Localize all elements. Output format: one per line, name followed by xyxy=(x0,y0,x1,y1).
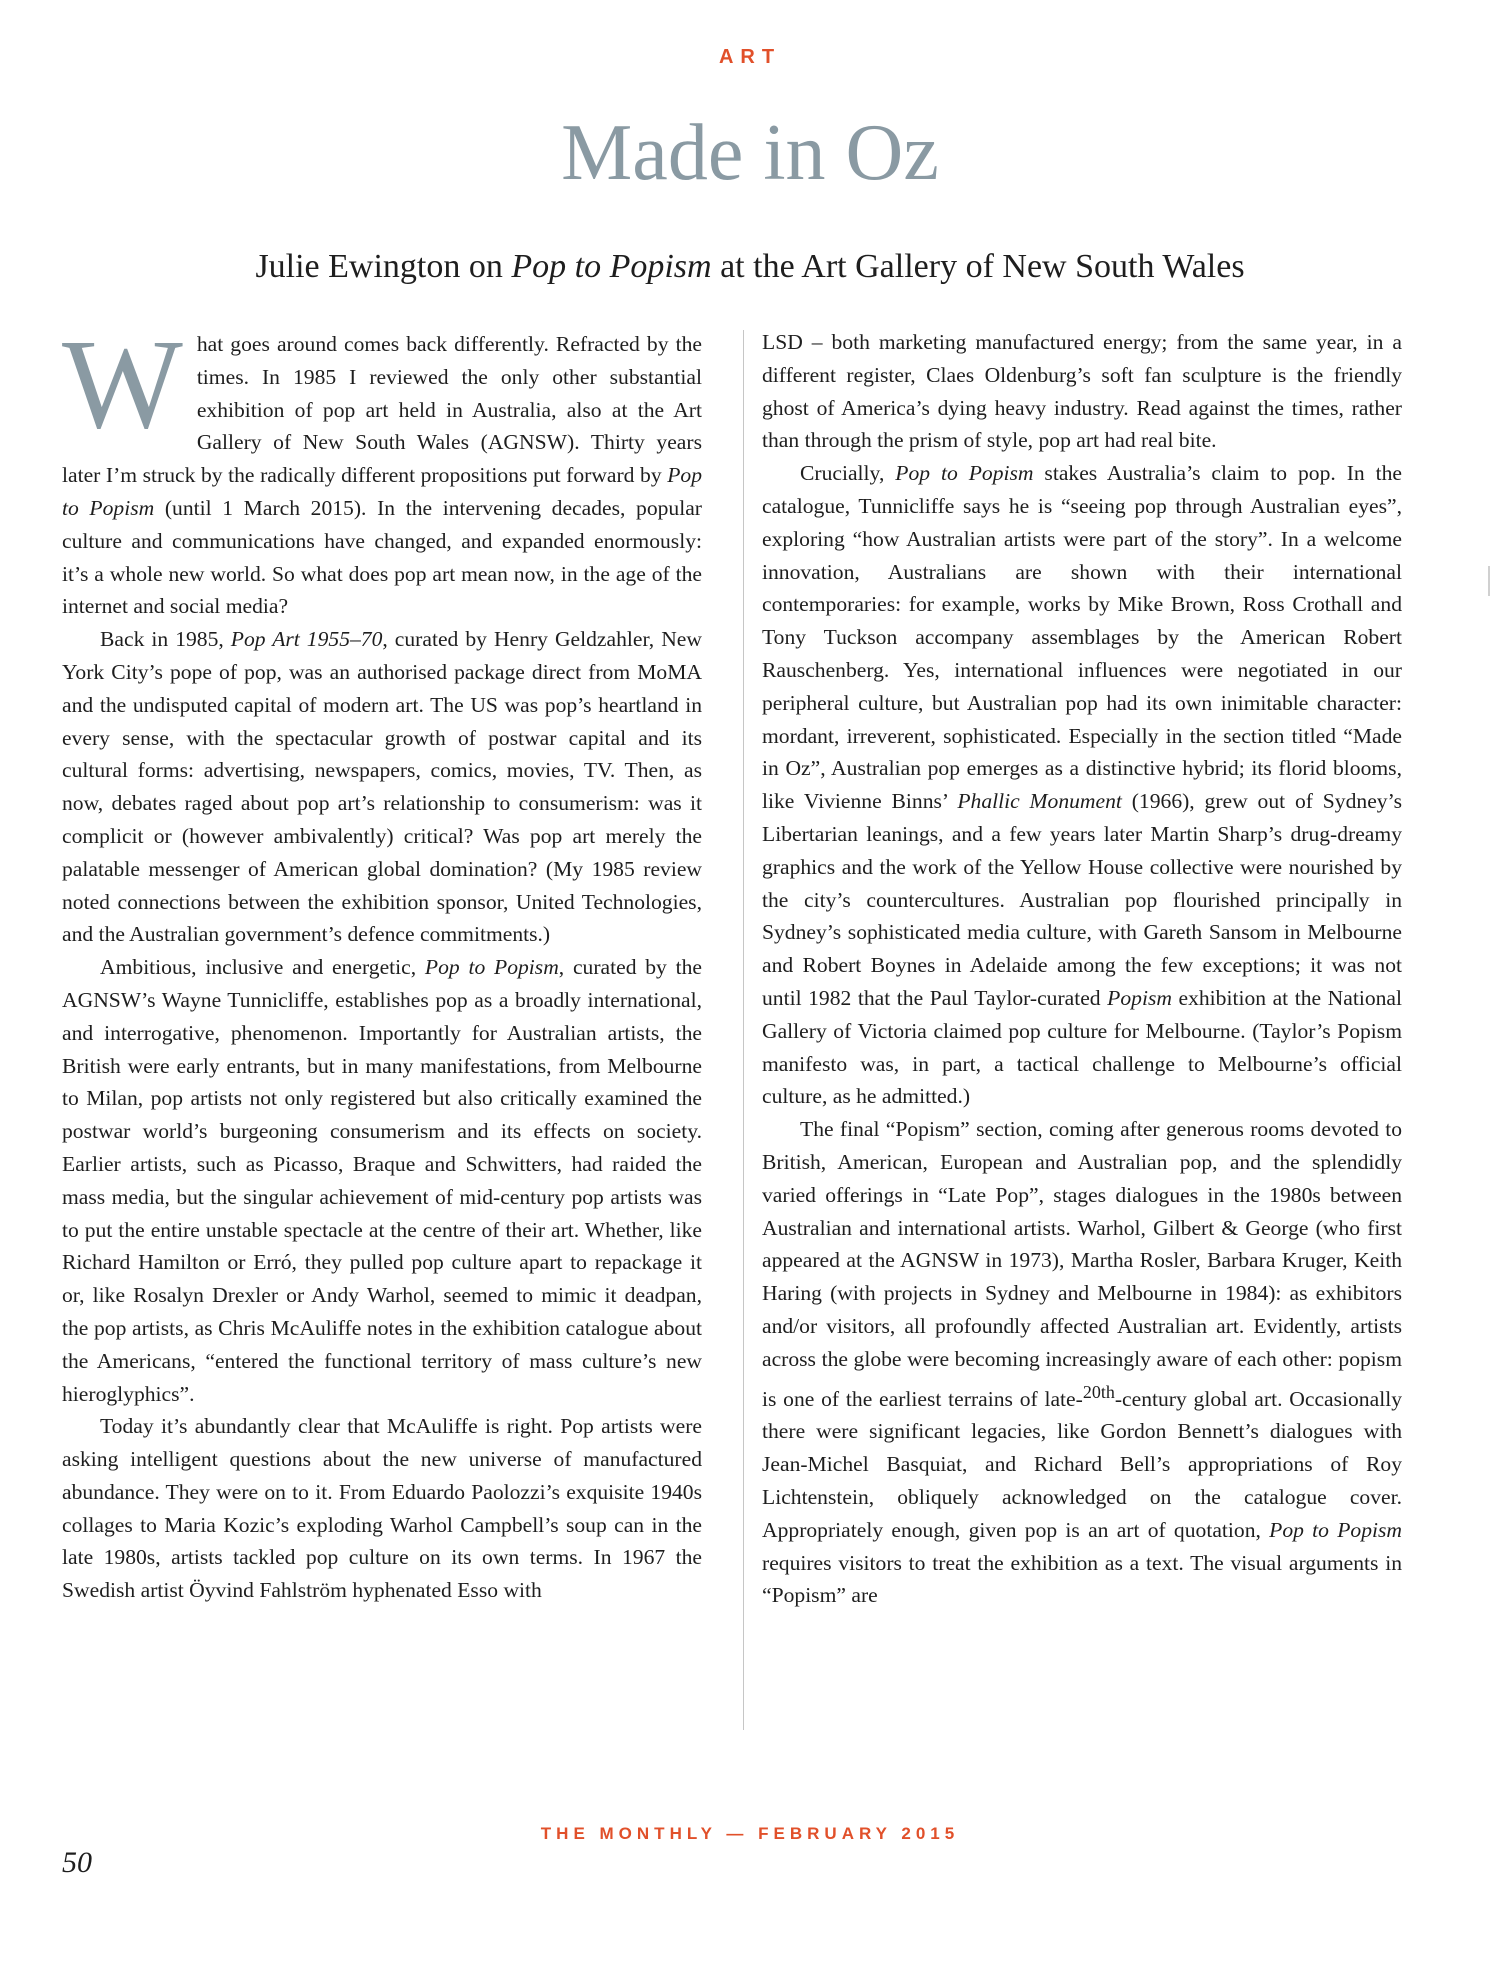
italic-title: Popism xyxy=(1107,985,1172,1010)
paragraph-text: , curated by Henry Geldzahler, New York City’s pope of pop, was an authorised package direct from MoMA and the undisputed capital of modern art. The US was pop’s heartland in every sense, with the spectacular growth of postwar capital and its cultural forms: advertising, newspapers, comics, movies, TV. Then, as now, debates raged about pop art’s relationship to consumerism: was it complicit or (however ambivalently) critical? Was pop art merely the palatable messenger of American global domination? (My 1985 review noted connections between the exhibition sponsor, United Technologies, and the Australian government’s defence commitments.) xyxy=(62,627,702,947)
italic-title: Pop to Popism xyxy=(424,955,559,980)
paragraph-text: (1966), grew out of Sydney’s Libertarian leanings, and a few years later Martin Sharp’s drug-dreamy graphics and the work of the Yellow House collective were nourished by the city’s countercultures. Australian pop flourished principally in Sydney’s sophisticated media culture, with Gareth Sansom in Melbourne and Robert Boynes in Adelaide among the few exceptions; it was not until 1982 that the Paul Taylor-curated xyxy=(762,789,1402,1010)
drop-cap: W xyxy=(62,313,183,455)
paragraph-text: Crucially, xyxy=(800,461,896,486)
paragraph-text: Today it’s abundantly clear that McAuliffe is right. Pop artists were asking intelligent questions about the new universe of manufactured abundance. They were on to it. From Eduardo Paolozzi’s exquisite 1940s collages to Maria Kozic’s exploding Warhol Campbell’s soup can in the late 1980s, artists tackled pop culture on its own terms. In 1967 the Swedish artist Öyvind Fahlström hyphenated Esso with xyxy=(62,1414,702,1603)
italic-title: Pop to Popism xyxy=(895,461,1034,486)
paragraph-text: LSD – both marketing manufactured energy; from the same year, in a different register, Claes Oldenburg’s soft fan sculpture is the friendly ghost of America’s dying heavy industry. Read against the times, rather than through the prism of style, pop art had real bite. xyxy=(762,330,1402,453)
article-paragraph xyxy=(62,951,702,1410)
italic-title: Phallic Monument xyxy=(957,789,1122,814)
subtitle-venue: at the Art Gallery of New South Wales xyxy=(711,248,1245,285)
subtitle-byline: Julie Ewington on xyxy=(255,248,512,285)
paragraph-text: requires visitors to treat the exhibition as a text. The visual arguments in “Popism” are xyxy=(762,1550,1402,1608)
paragraph-text: -century global art. Occasionally there were significant legacies, like Gordon Bennett’s dialogues with Jean-Michel Basquiat, and Richard Bell’s appropriations of Roy Lichtenstein, obliquely acknowledged on the catalogue cover. Appropriately enough, given pop is an art of quotation, xyxy=(762,1386,1402,1542)
body-column-left xyxy=(62,313,702,1728)
italic-title: Pop to Popism xyxy=(1269,1517,1402,1542)
paragraph-text: (until 1 March 2015). In the intervening decades, popular culture and communications have changed, and expanded enormously: it’s a whole new world. So what does pop art mean now, in the age of the internet and social media? xyxy=(62,495,702,619)
article-paragraph xyxy=(62,1410,702,1607)
paragraph-text: Back in 1985, xyxy=(100,627,231,652)
paragraph-text: , curated by the AGNSW’s Wayne Tunnicliffe, establishes pop as a broadly international, and interrogative, phenomenon. Importantly for Australian artists, the British were early entrants, but in many manifestations, from Melbourne to Milan, pop artists not only registered but also critically examined the postwar world’s burgeoning consumerism and its effects on society. Earlier artists, such as Picasso, Braque and Schwitters, had raided the mass media, but the singular achievement of mid-century pop artists was to put the entire unstable spectacle at the centre of their art. Whether, like Richard Hamilton or Erró, they pulled pop culture apart to repackage it or, like Rosalyn Drexler or Andy Warhol, seemed to mimic it deadpan, the pop artists, as Chris McAuliffe notes in the exhibition catalogue about the Americans, “entered the functional territory of mass culture’s new hieroglyphics”. xyxy=(62,955,702,1406)
italic-title: Pop Art 1955–70 xyxy=(230,627,383,652)
section-label: ART xyxy=(718,46,782,68)
article-paragraph-continued xyxy=(762,326,1402,457)
article-subtitle xyxy=(0,246,1500,288)
article-paragraph xyxy=(762,457,1402,1113)
article-paragraph xyxy=(762,1113,1402,1612)
column-divider xyxy=(743,330,744,1730)
article-paragraph xyxy=(62,313,702,623)
paragraph-text: hat goes around comes back differently. Refracted by the times. In 1985 I reviewed the only other substantial exhibition of pop art held in Australia, also at the Art Gallery of New South Wales (AGNSW). Thirty years later I’m struck by the radically different propositions put forward by xyxy=(62,332,702,488)
paragraph-text: The final “Popism” section, coming after generous rooms devoted to British, American, European and Australian pop, and the splendidly varied offerings in “Late Pop”, stages dialogues in the 1980s between Australian and international artists. Warhol, Gilbert & George (who first appeared at the AGNSW in 1973), Martha Rosler, Barbara Kruger, Keith Haring (with projects in Sydney and Melbourne in 1984): as exhibitors and/or visitors, all profoundly affected Australian art. Evidently, artists across the globe were becoming increasingly aware of each other: popism is one of the earliest terrains of late- xyxy=(762,1117,1402,1411)
margin-mark xyxy=(1488,566,1490,596)
paragraph-text: Ambitious, inclusive and energetic, xyxy=(100,955,425,980)
body-column-right xyxy=(762,326,1402,1726)
paragraph-text: exhibition at the National Gallery of Victoria claimed pop culture for Melbourne. (Taylor’s Popism manifesto was, in part, a tactical challenge to Melbourne’s official culture, as he admitted.) xyxy=(762,985,1402,1109)
subtitle-exhibition-title: Pop to Popism xyxy=(511,248,712,285)
paragraph-text: stakes Australia’s claim to pop. In the catalogue, Tunnicliffe says he is “seeing pop through Australian eyes”, exploring “how Australian artists were part of the story”. In a welcome innovation, Australians are shown with their international contemporaries: for example, works by Mike Brown, Ross Crothall and Tony Tuckson accompany assemblages by the American Robert Rauschenberg. Yes, international influences were negotiated in our peripheral culture, but Australian pop had its own inimitable character: mordant, irreverent, sophisticated. Especially in the section titled “Made in Oz”, Australian pop emerges as a distinctive hybrid; its florid blooms, like Vivienne Binns’ xyxy=(762,461,1403,814)
superscript: 20th xyxy=(1082,1381,1115,1402)
article-title: Made in Oz xyxy=(561,109,939,197)
article-paragraph xyxy=(62,623,702,951)
page-number: 50 xyxy=(62,1846,92,1879)
italic-title: Pop to Popism xyxy=(62,463,702,520)
publication-footer: THE MONTHLY — FEBRUARY 2015 xyxy=(540,1824,960,1843)
